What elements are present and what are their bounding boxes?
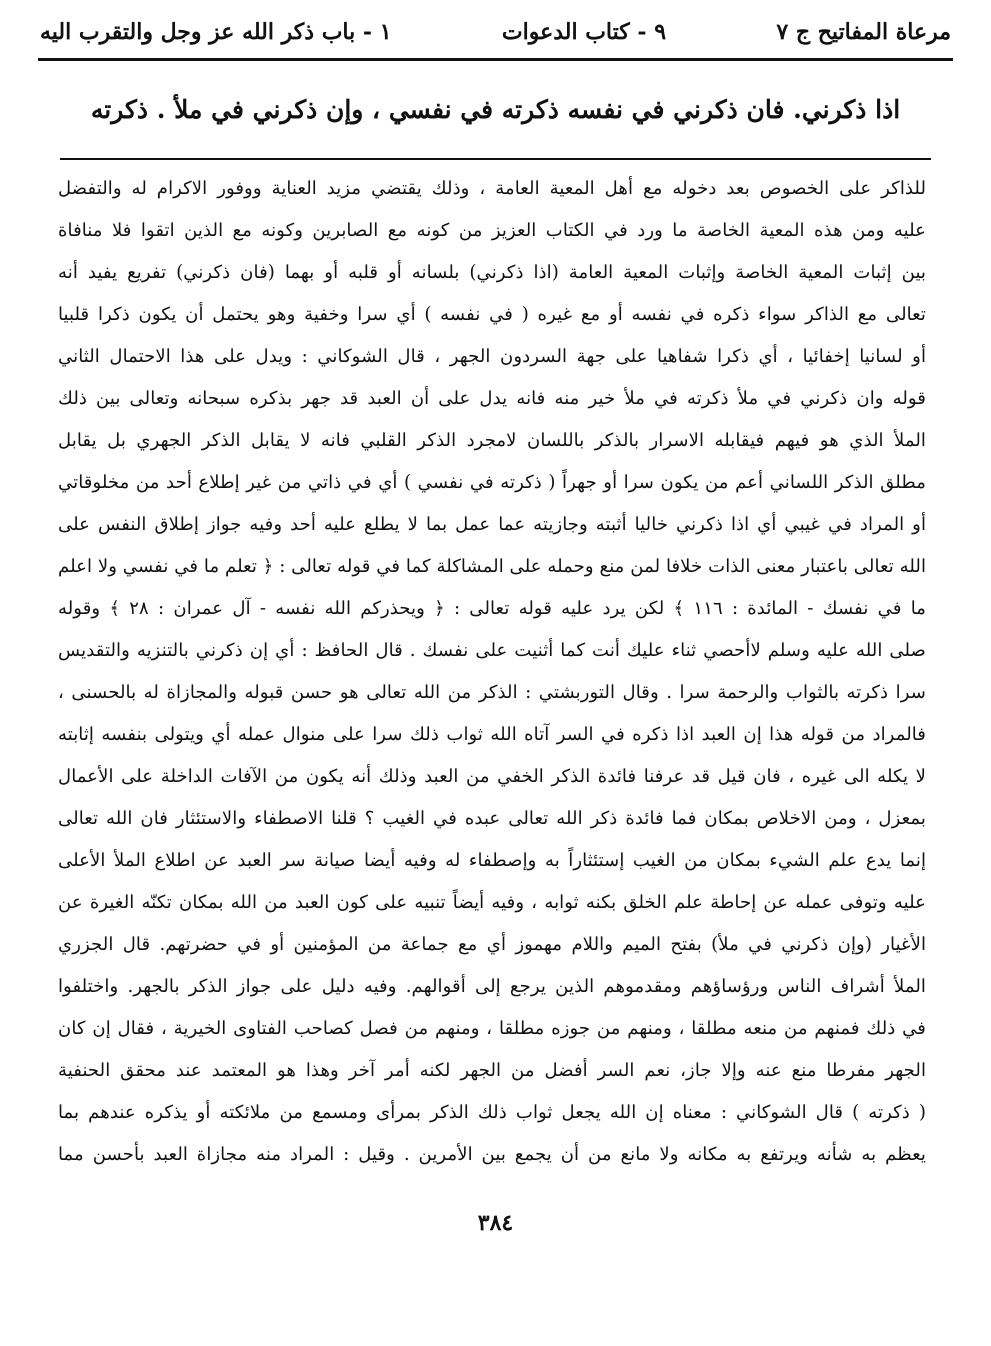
commentary-line: للذاكر على الخصوص بعد دخوله مع أهل المعية العامة ، وذلك يقتضي مزيد العناية ووفور الاكرام له والتفضل [58, 178, 926, 199]
commentary-line: الله تعالى باعتبار معنى الذات خلافا لمن منع وحمله على المشاكلة كما في قوله تعالى : ﴿ تعلم ما في نفسي ولا اعلم [58, 556, 926, 577]
book-title: مرعاة المفاتيح ج ٧ [776, 19, 951, 45]
commentary-line: تعالى مع الذاكر سواء ذكره في نفسه أو مع غيره ( في نفسه ) أي سرا وخفية وهو يحتمل أن يكون ذكرا قلبيا [58, 304, 926, 325]
commentary-line: عليه وتوفى عمله عن إحاطة علم الخلق بكنه ثوابه ، وفيه أيضاً تنبيه على كون العبد من الله بمكان تكنّه الغيرة عن [58, 892, 926, 913]
commentary-line: إنما يدع علم الشيء بمكان من الغيب إستئثاراً به وإصطفاء له وفيه أيضا صيانة سر العبد عن اطلاع الملأ الأعلى [58, 850, 926, 871]
commentary-line: في ذلك فمنهم من منعه مطلقا ، ومنهم من جوزه مطلقا ، ومنهم من فصل كصاحب الفتاوى الخيرية ، فقال إن كان [58, 1018, 926, 1039]
commentary-line: عليه ومن هذه المعية الخاصة ما ورد في الكتاب العزيز من كونه مع الصابرين وكونه مع الذين اتقوا فلا منافاة [58, 220, 926, 241]
kitab-title: ٩ - كتاب الدعوات [501, 19, 667, 45]
running-header [40, 12, 951, 52]
commentary-line: الملأ أشراف الناس ورؤساؤهم ومقدموهم الذين يرجع إلى أقوالهم. وفيه دليل على جواز الذكر بالجهر. واختلفوا [58, 976, 926, 997]
commentary-line: الأغيار (وإن ذكرني في ملأ) بفتح الميم واللام مهموز أي مع جماعة من المؤمنين أو في حضرتهم. قال الجزري [58, 934, 926, 955]
commentary-line: لا يكله الى غيره ، فان قيل قد عرفنا فائدة الذكر الخفي من العبد وذلك أنه يكون من الآفات الداخلة على الأعمال [58, 766, 926, 787]
header-rule [38, 58, 953, 61]
commentary-line: يعظم به شأنه ويرتفع به مكانه ولا مانع من أن يجمع بين الأمرين . وقيل : المراد منه مجازاة العبد بأحسن مما [58, 1144, 926, 1165]
commentary-line: بمعزل ، ومن الاخلاص بمكان فما فائدة ذكر الله تعالى عبده في الغيب ؟ قلنا الاصطفاء والاستئثار فان الله تعالى [58, 808, 926, 829]
commentary-line: ( ذكرته ) قال الشوكاني : معناه إن الله يجعل ثواب ذلك الذكر بمرأى ومسمع من ملائكته أو يذكره عندهم بما [58, 1102, 926, 1123]
commentary-line: فالمراد من قوله هذا إن العبد اذا ذكره في السر آتاه الله ثواب ذلك سرا على منوال عمله أي ويتولى بنفسه إثابته [58, 724, 926, 745]
commentary-line: أو المراد في غيبي أي اذا ذكرني خاليا أثبته وجازيته عما عمل بما لا يطلع عليه أحد وفيه جواز إطلاق النفس على [58, 514, 926, 535]
commentary-line: صلى الله عليه وسلم لاأحصي ثناء عليك أنت كما أثنيت على نفسك . قال الحافظ : أي إن ذكرني بالتنزيه والتقديس [58, 640, 926, 661]
commentary-line: بين إثبات المعية الخاصة وإثبات المعية العامة (اذا ذكرني) بلسانه أو قلبه أو بهما (فان ذكرني) تفريع يفيد أنه [58, 262, 926, 283]
hadith-text: اذا ذكرني. فان ذكرني في نفسه ذكرته في نفسي ، وإن ذكرني في ملأ . ذكرته [90, 95, 901, 124]
commentary-line: الجهر مفرطا منع عنه وإلا جاز، نعم السر أفضل من الجهر لكنه أمر آخر وهذا هو المعتمد عند محقق الحنفية [58, 1060, 926, 1081]
commentary-line: الملأ الذي هو فيهم فيقابله الاسرار بالذكر باللسان لامجرد الذكر القلبي فانه لا يقابل الذكر الجهري بل يقابل [58, 430, 926, 451]
commentary-line: سرا ذكرته بالثواب والرحمة سرا . وقال التوربشتي : الذكر من الله تعالى هو حسن قبوله والمجازاة له بالحسنى ، [58, 682, 926, 703]
text-separator [60, 158, 931, 160]
commentary-line: قوله وان ذكرني في ملأ ذكرته في ملأ خير منه فانه يدل على أن العبد قد جهر بذكره سبحانه وتعالى بين ذلك [58, 388, 926, 409]
commentary-line: ما في نفسك - المائدة : ١١٦ ﴾ لكن يرد عليه قوله تعالى : ﴿ ويحذركم الله نفسه - آل عمران : ٢٨ ﴾ وقوله [58, 598, 926, 619]
commentary-line: أو لسانيا إخفائيا ، أي ذكرا شفاهيا على جهة السردون الجهر ، قال الشوكاني : ويدل على هذا الاحتمال الثاني [58, 346, 926, 367]
commentary-body [58, 168, 926, 1176]
page-number: ٣٨٤ [477, 1210, 514, 1236]
bab-title: ١ - باب ذكر الله عز وجل والتقرب اليه [40, 19, 392, 45]
commentary-line: مطلق الذكر اللساني أعم من يكون سرا أو جهراً ( ذكرته في نفسي ) أي في ذاتي من غير إطلاع أحد من مخلوقاتي [58, 472, 926, 493]
